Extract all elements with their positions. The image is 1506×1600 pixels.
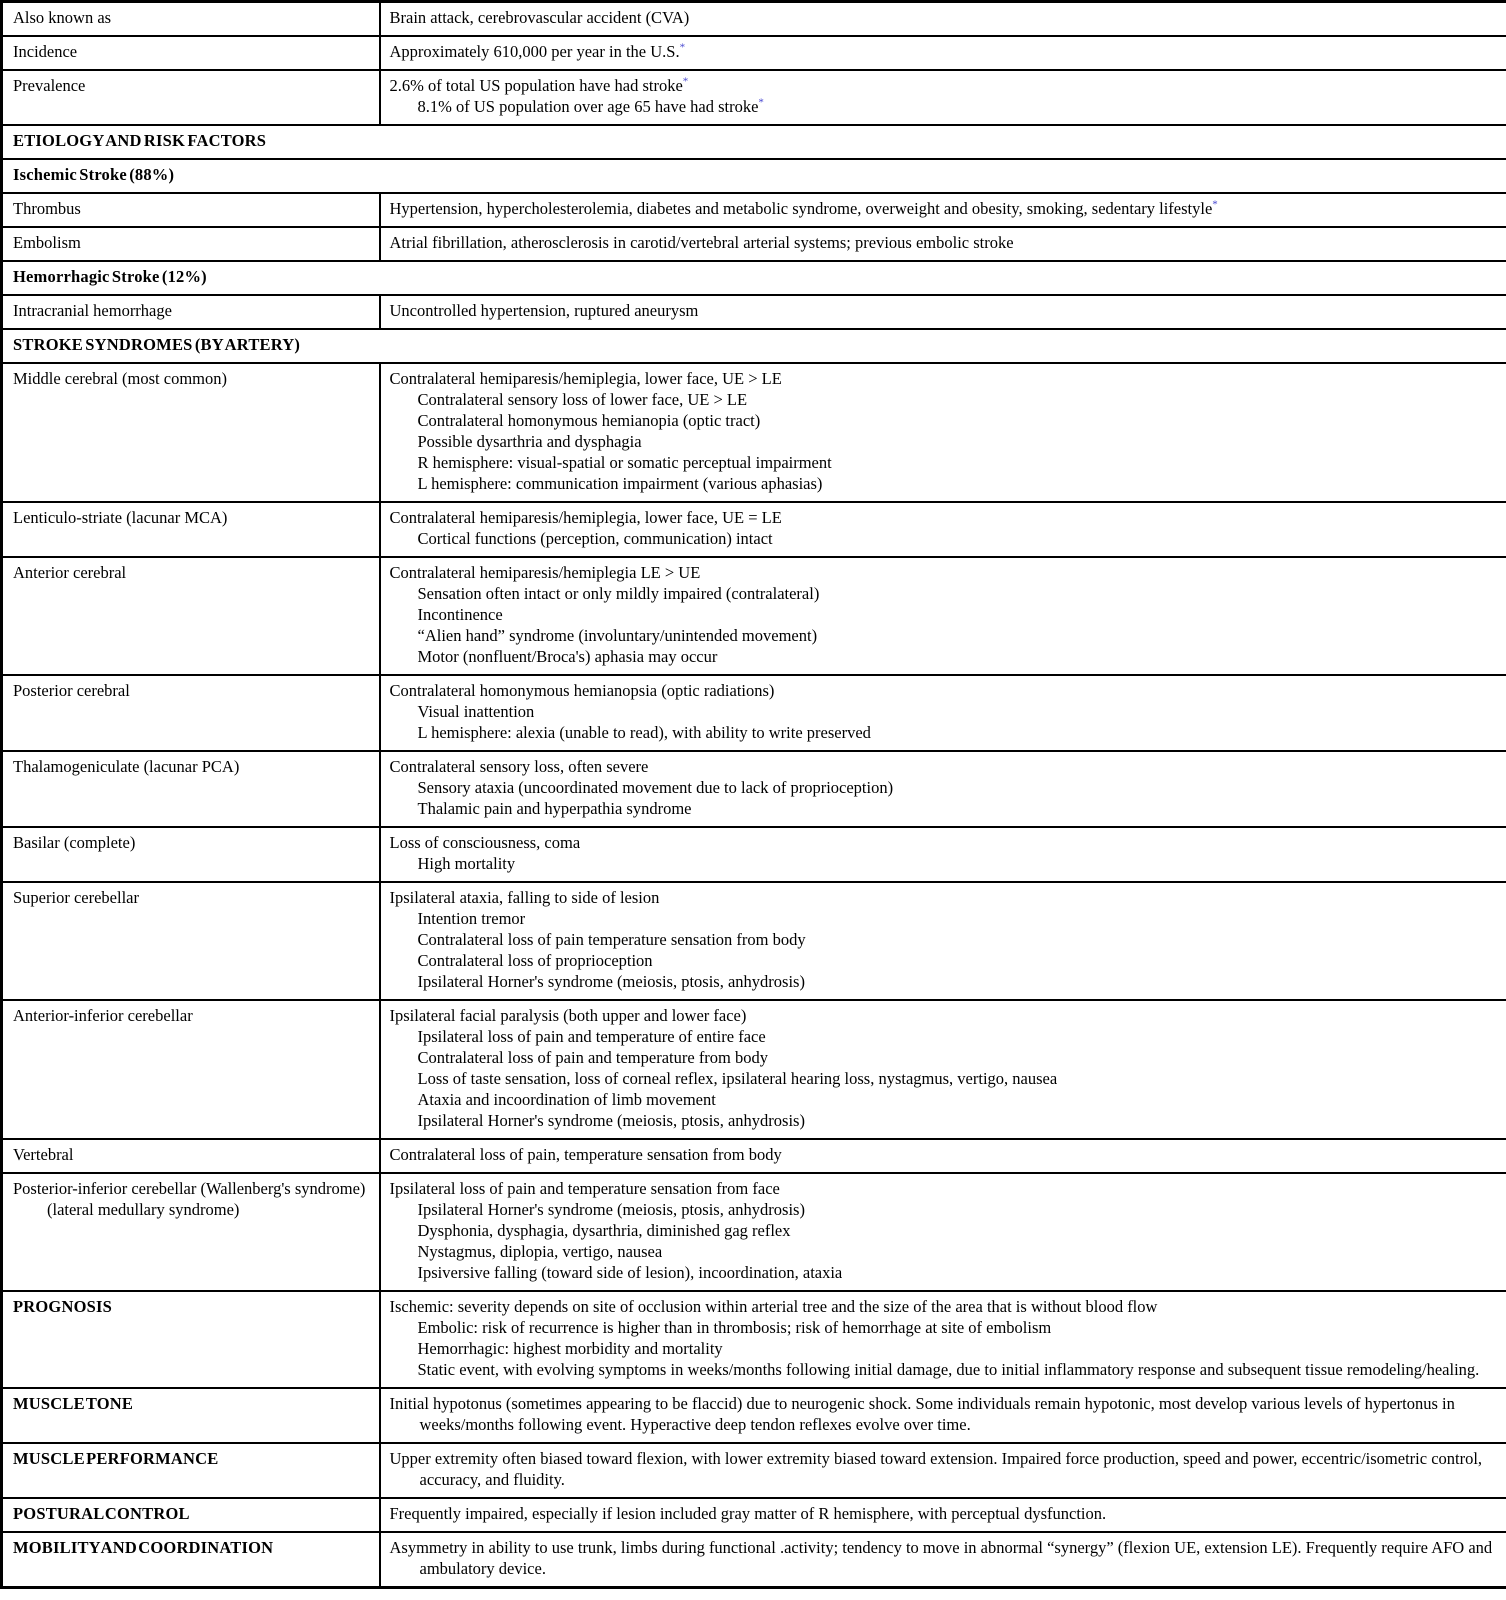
label-cell [2,1532,380,1588]
content-line: Contralateral hemiparesis/hemiplegia, lower face, UE = LE [389,508,782,527]
footnote-asterisk-link[interactable]: * [682,75,689,88]
content-cell [380,1388,1506,1443]
table-row [2,1173,1506,1291]
content-line: L hemisphere: alexia (unable to read), with ability to write preserved [417,723,871,742]
content-cell [380,751,1506,827]
label-cell [2,36,380,70]
row-label: Incidence [13,42,78,61]
content-cell [380,1443,1506,1498]
content-line: Ipsilateral loss of pain and temperature of entire face [417,1027,766,1046]
table-row [2,557,1506,675]
label-cell [2,502,380,557]
content-cell [380,557,1506,675]
content-line: Contralateral sensory loss of lower face, UE > LE [417,390,748,409]
row-label: Also known as [13,8,112,27]
content-line: Sensation often intact or only mildly impaired (contralateral) [417,584,820,603]
content-line: Thalamic pain and hyperpathia syndrome [417,799,692,818]
content-line: Contralateral loss of proprioception [417,951,653,970]
row-label: Anterior-inferior cerebellar [13,1006,193,1025]
content-cell [380,827,1506,882]
content-line: Static event, with evolving symptoms in weeks/months following initial damage, due to initial inflammatory response and subsequent tissue remodeling/healing. [417,1360,1480,1379]
section-row [2,261,1506,295]
row-label: Vertebral [13,1145,74,1164]
table-row [2,1388,1506,1443]
label-cell [2,1388,380,1443]
content-cell [380,675,1506,751]
content-cell [380,70,1506,125]
content-line: “Alien hand” syndrome (involuntary/unintended movement) [417,626,818,645]
content-cell [380,193,1506,227]
content-line: Contralateral homonymous hemianopia (optic tract) [417,411,761,430]
table-row [2,882,1506,1000]
content-cell [380,502,1506,557]
section-row [2,329,1506,363]
table-row [2,751,1506,827]
content-line: Approximately 610,000 per year in the U.S.* [389,41,686,61]
content-cell [380,2,1506,37]
table-row [2,1000,1506,1139]
content-cell [380,1173,1506,1291]
label-cell [2,193,380,227]
label-cell [2,557,380,675]
content-cell [380,1000,1506,1139]
content-cell [380,36,1506,70]
content-line: 2.6% of total US population have had stroke* [389,75,689,95]
section-row [2,159,1506,193]
content-line: L hemisphere: communication impairment (various aphasias) [417,474,823,493]
label-cell [2,1291,380,1388]
table-row [2,295,1506,329]
content-line: Ipsilateral loss of pain and temperature sensation from face [389,1179,780,1198]
content-line: Ipsilateral Horner's syndrome (meiosis, ptosis, anhydrosis) [417,1111,805,1130]
label-cell [2,363,380,502]
table-row [2,1139,1506,1173]
content-line: Contralateral loss of pain temperature sensation from body [417,930,806,949]
row-label: Lenticulo-striate (lacunar MCA) [13,508,228,527]
footnote-asterisk-link[interactable]: * [1212,198,1218,211]
row-label: Prevalence [13,76,86,95]
row-label: PROGNOSIS [13,1297,112,1316]
content-line: Possible dysarthria and dysphagia [417,432,642,451]
row-label: Basilar (complete) [13,833,136,852]
row-label: Thalamogeniculate (lacunar PCA) [13,757,240,776]
label-cell [2,227,380,261]
content-cell [380,1532,1506,1588]
content-line: Initial hypotonus (sometimes appearing to be flaccid) due to neurogenic shock. Some individuals remain hypotonic, most develop various levels of hypertonus in weeks/months following event. Hyperactive deep tendon reflexes evolve over time. [389,1394,1455,1434]
row-label: POSTURAL CONTROL [13,1504,190,1523]
row-label: Middle cerebral (most common) [13,369,227,388]
label-cell [2,827,380,882]
content-line: Frequently impaired, especially if lesion included gray matter of R hemisphere, with perceptual dysfunction. [389,1504,1107,1523]
table-row [2,502,1506,557]
content-line: Nystagmus, diplopia, vertigo, nausea [417,1242,663,1261]
label-cell [2,1173,380,1291]
row-label: Posterior-inferior cerebellar (Wallenberg's syndrome) (lateral medullary syndrome) [13,1179,366,1219]
content-line: Hypertension, hypercholesterolemia, diabetes and metabolic syndrome, overweight and obesity, smoking, sedentary lifestyle* [389,198,1218,218]
content-cell [380,1139,1506,1173]
content-line: Ipsilateral ataxia, falling to side of lesion [389,888,660,907]
content-cell [380,882,1506,1000]
table-row [2,193,1506,227]
label-cell [2,882,380,1000]
row-label: MOBILITY AND COORDINATION [13,1538,274,1557]
content-line: Ipsiversive falling (toward side of lesion), incoordination, ataxia [417,1263,843,1282]
content-line: Contralateral loss of pain, temperature sensation from body [389,1145,782,1164]
table-row [2,2,1506,37]
label-cell [2,1443,380,1498]
content-line: Cortical functions (perception, communication) intact [417,529,773,548]
content-cell [380,1291,1506,1388]
content-line: Contralateral loss of pain and temperature from body [417,1048,769,1067]
content-line: Asymmetry in ability to use trunk, limbs during functional .activity; tendency to move in abnormal “synergy” (flexion UE, extension LE). Frequently require AFO and ambulatory device. [389,1538,1493,1578]
section-row [2,125,1506,159]
content-cell [380,295,1506,329]
content-cell [380,227,1506,261]
content-line: Ipsilateral facial paralysis (both upper and lower face) [389,1006,747,1025]
content-line: Incontinence [417,605,503,624]
content-line: High mortality [417,854,516,873]
content-line: Ipsilateral Horner's syndrome (meiosis, ptosis, anhydrosis) [417,1200,805,1219]
row-label: Anterior cerebral [13,563,127,582]
section-header: STROKE SYNDROMES (BY ARTERY) [2,329,1506,363]
row-label: Posterior cerebral [13,681,130,700]
label-cell [2,751,380,827]
table-row [2,36,1506,70]
content-line: Uncontrolled hypertension, ruptured aneurysm [389,301,699,320]
label-cell [2,70,380,125]
section-header: ETIOLOGY AND RISK FACTORS [2,125,1506,159]
content-line: Contralateral homonymous hemianopsia (optic radiations) [389,681,775,700]
content-line: Atrial fibrillation, atherosclerosis in carotid/vertebral arterial systems; previous embolic stroke [389,233,1014,252]
content-line: Embolic: risk of recurrence is higher than in thrombosis; risk of hemorrhage at site of embolism [417,1318,1052,1337]
label-cell [2,1000,380,1139]
content-line: Hemorrhagic: highest morbidity and mortality [417,1339,723,1358]
row-label: Embolism [13,233,81,252]
content-line: Visual inattention [417,702,535,721]
content-cell [380,1498,1506,1532]
table-row [2,827,1506,882]
content-line: Loss of consciousness, coma [389,833,581,852]
content-line: Brain attack, cerebrovascular accident (CVA) [389,8,690,27]
table-row [2,1532,1506,1588]
content-cell [380,363,1506,502]
label-cell [2,295,380,329]
content-line: Upper extremity often biased toward flexion, with lower extremity biased toward extension. Impaired force production, speed and power, eccentric/isometric control, accuracy, and fluidity. [389,1449,1483,1489]
content-line: Contralateral sensory loss, often severe [389,757,649,776]
row-label: Intracranial hemorrhage [13,301,172,320]
content-line: Contralateral hemiparesis/hemiplegia LE > UE [389,563,701,582]
content-line: Dysphonia, dysphagia, dysarthria, diminished gag reflex [417,1221,791,1240]
content-line: Ipsilateral Horner's syndrome (meiosis, ptosis, anhydrosis) [417,972,805,991]
section-header: Hemorrhagic Stroke (12%) [2,261,1506,295]
section-header: Ischemic Stroke (88%) [2,159,1506,193]
label-cell [2,1139,380,1173]
content-line: 8.1% of US population over age 65 have had stroke* [417,96,764,116]
content-line: Ataxia and incoordination of limb movement [417,1090,716,1109]
row-label: Thrombus [13,199,81,218]
table-row [2,227,1506,261]
table-row [2,70,1506,125]
table-row [2,1443,1506,1498]
label-cell [2,675,380,751]
table-row [2,675,1506,751]
label-cell [2,2,380,37]
table-row [2,1498,1506,1532]
table-row [2,1291,1506,1388]
content-line: Contralateral hemiparesis/hemiplegia, lower face, UE > LE [389,369,782,388]
row-label: Superior cerebellar [13,888,139,907]
content-line: Intention tremor [417,909,526,928]
row-label: MUSCLE TONE [13,1394,134,1413]
table-row [2,363,1506,502]
footnote-asterisk-link[interactable]: * [758,96,764,109]
content-line: Ischemic: severity depends on site of occlusion within arterial tree and the size of the area that is without blood flow [389,1297,1158,1316]
footnote-asterisk-link[interactable]: * [679,41,686,54]
content-line: R hemisphere: visual-spatial or somatic perceptual impairment [417,453,832,472]
label-cell [2,1498,380,1532]
row-label: MUSCLE PERFORMANCE [13,1449,219,1468]
content-line: Loss of taste sensation, loss of corneal reflex, ipsilateral hearing loss, nystagmus, vertigo, nausea [417,1069,1058,1088]
content-line: Sensory ataxia (uncoordinated movement due to lack of proprioception) [417,778,894,797]
content-line: Motor (nonfluent/Broca's) aphasia may occur [417,647,718,666]
